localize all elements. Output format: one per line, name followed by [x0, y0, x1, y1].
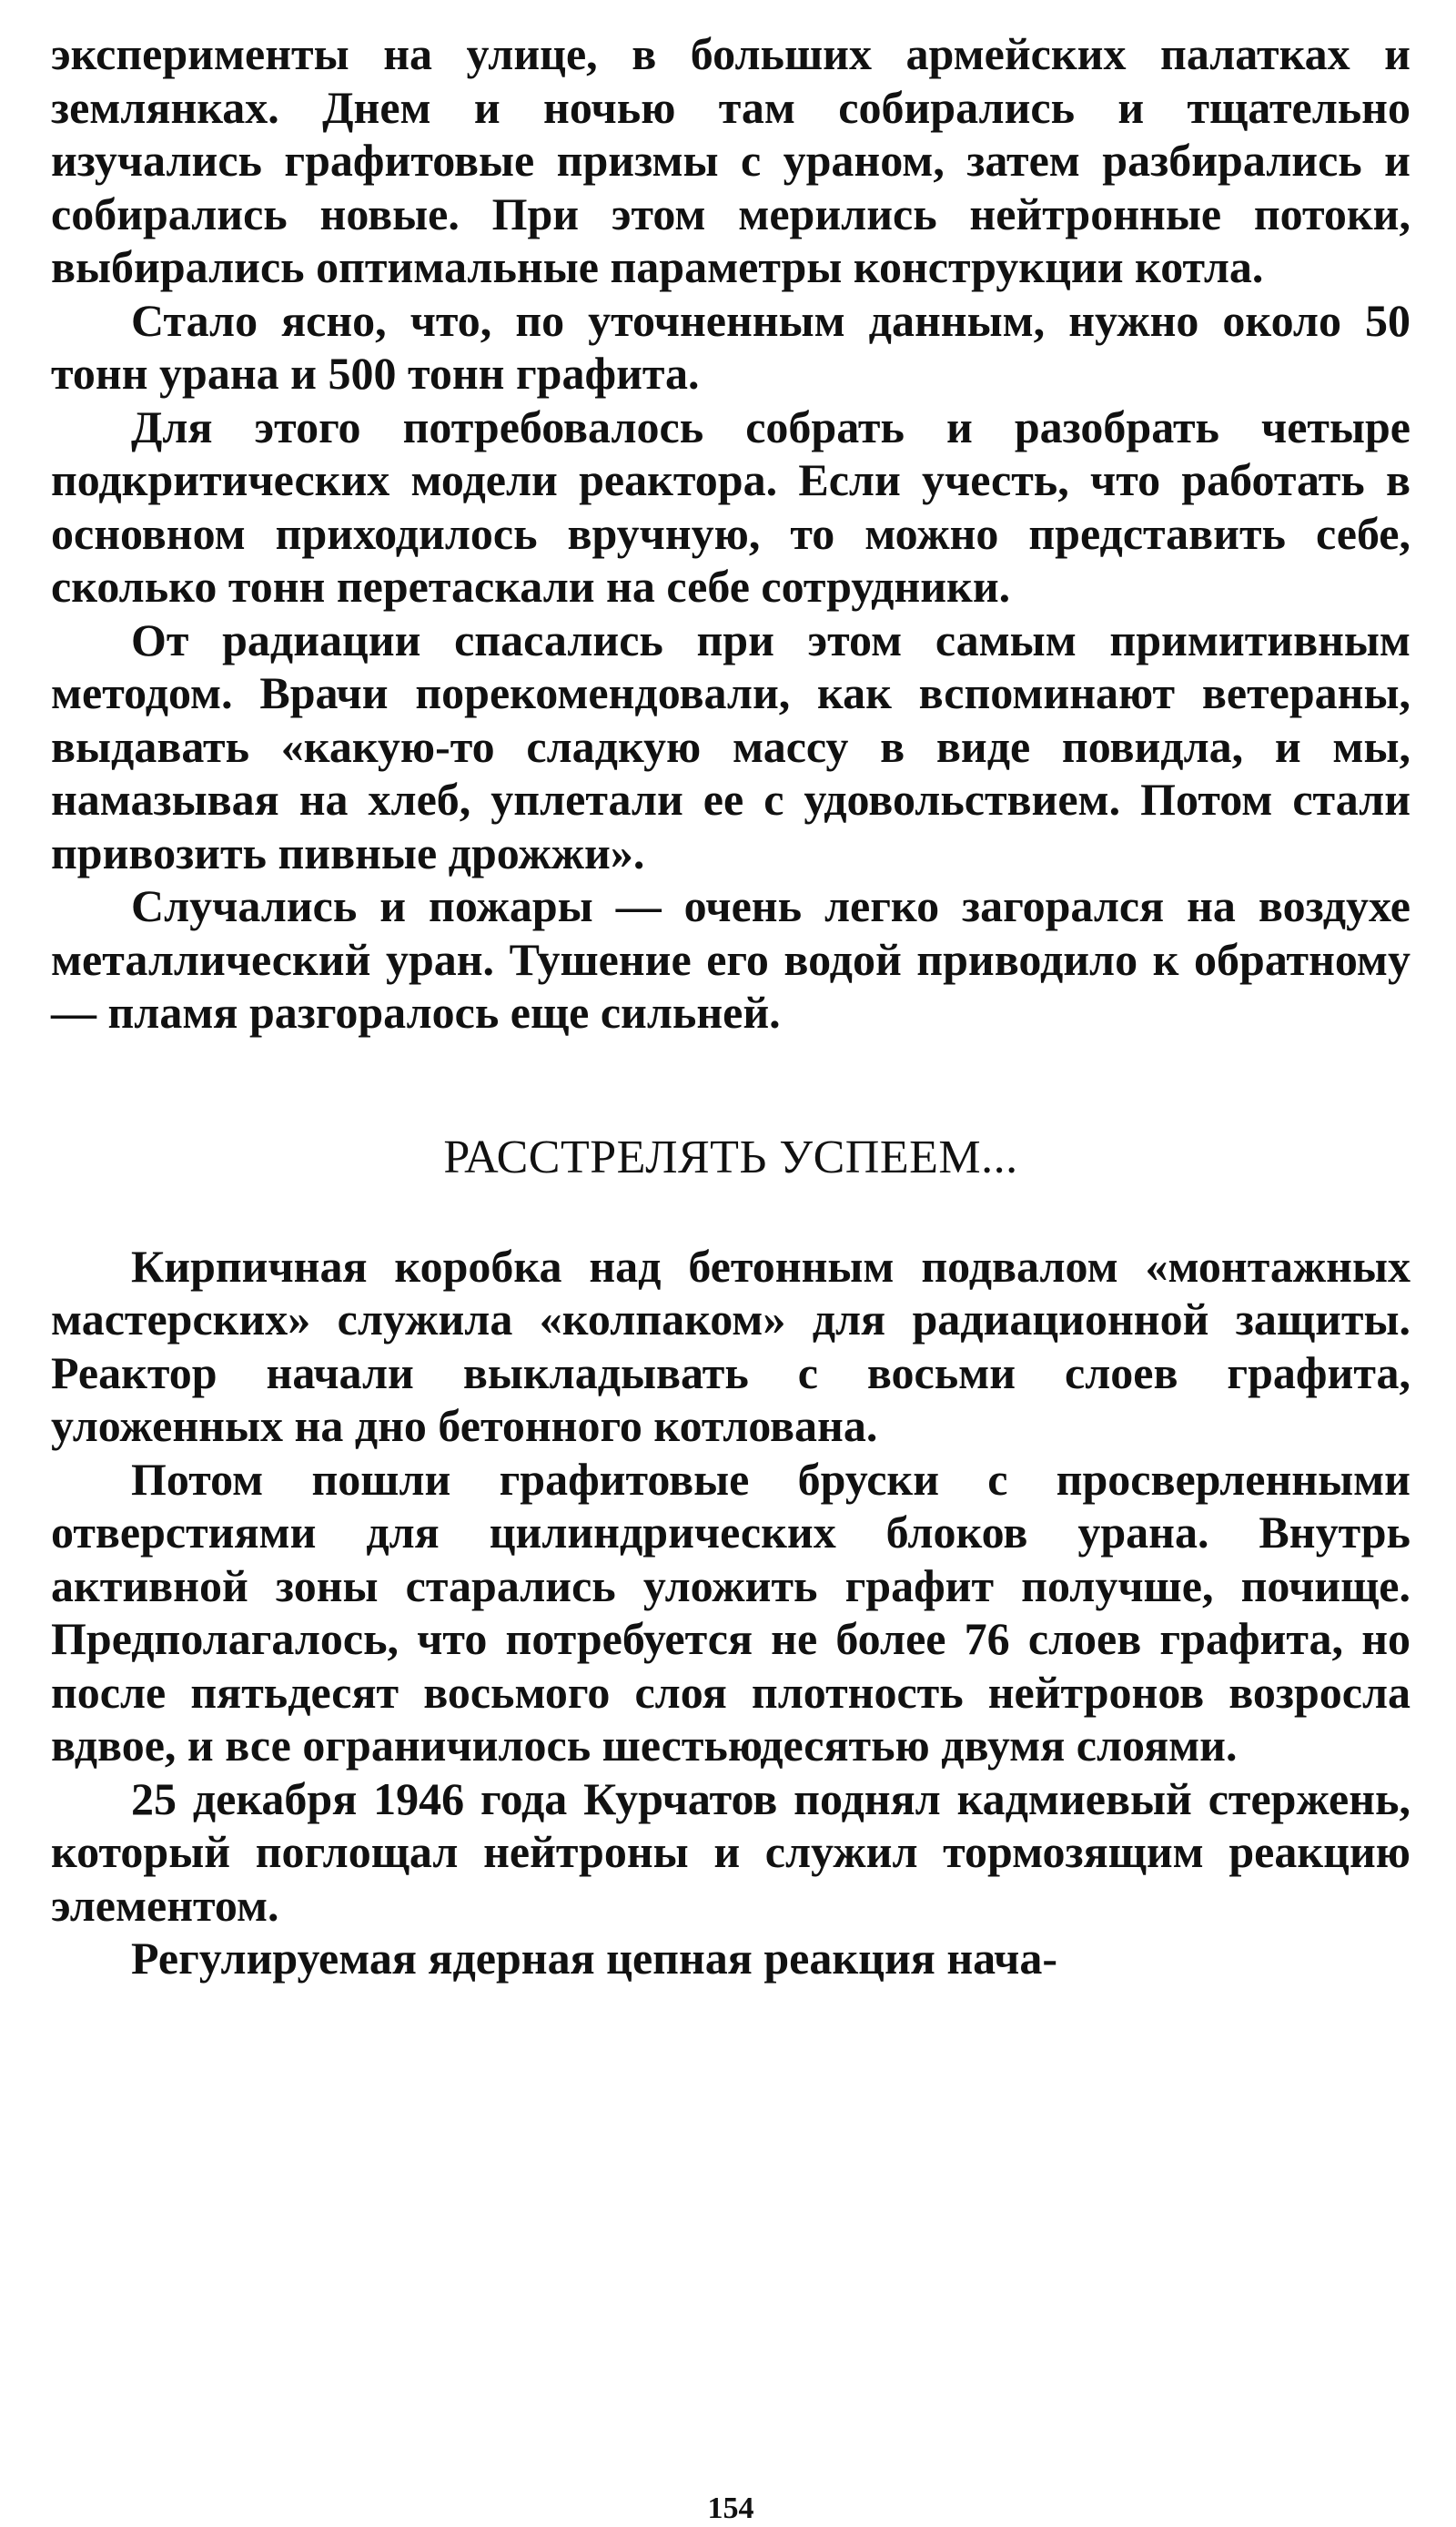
- paragraph: Кирпичная коробка над бетонным подвалом «монтажных мастерских» служила «колпаком» для радиационной защиты. Реактор начали выкладывать с восьми слоев графита, уложенных на дно бетонного котлована.: [51, 1240, 1410, 1451]
- paragraph-continuation: эксперименты на улице, в больших армейских палатках и землянках. Днем и ночью там собирались и тщательно изучались графитовые призмы с ураном, затем разбирались и собирались новые. При этом мерились нейтронные потоки, выбирались оптимальные параметры конструкции котла.: [51, 28, 1410, 292]
- page-number: 154: [707, 2491, 754, 2525]
- paragraph: От радиации спасались при этом самым примитивным методом. Врачи порекомендовали, как вспоминают ветераны, выдавать «какую-то сладкую массу в виде повидла, и мы, намазывая на хлеб, уплетали ее с удовольствием. Потом стали привозить пивные дрожжи».: [51, 614, 1410, 878]
- paragraph: Потом пошли графитовые бруски с просверленными отверстиями для цилиндрических блоков урана. Внутрь активной зоны старались уложить графит получше, почище. Предполагалось, что потребуется не более 76 слоев графита, но после пятьдесят восьмого слоя плотность нейтронов возросла вдвое, и все ограничилось шестьюдесятью двумя слоями.: [51, 1453, 1410, 1771]
- paragraph: Для этого потребовалось собрать и разобрать четыре подкритических модели реактора. Если учесть, что работать в основном приходилось вручную, то можно представить себе, сколько тонн перетаскали на себе сотрудники.: [51, 401, 1410, 612]
- paragraph: Стало ясно, что, по уточненным данным, нужно около 50 тонн урана и 500 тонн графита.: [51, 294, 1410, 399]
- book-page: [51, 27, 1410, 2525]
- paragraph: 25 декабря 1946 года Курчатов поднял кадмиевый стержень, который поглощал нейтроны и служил тормозящим реакцию элементом.: [51, 1772, 1410, 1931]
- paragraph: Случались и пожары — очень легко загорался на воздухе металлический уран. Тушение его водой приводило к обратному — пламя разгоралось еще сильней.: [51, 880, 1410, 1038]
- paragraph: Регулируемая ядерная цепная реакция нача-: [131, 1933, 1057, 1984]
- section-heading: РАССТРЕЛЯТЬ УСПЕЕМ...: [443, 1131, 1018, 1183]
